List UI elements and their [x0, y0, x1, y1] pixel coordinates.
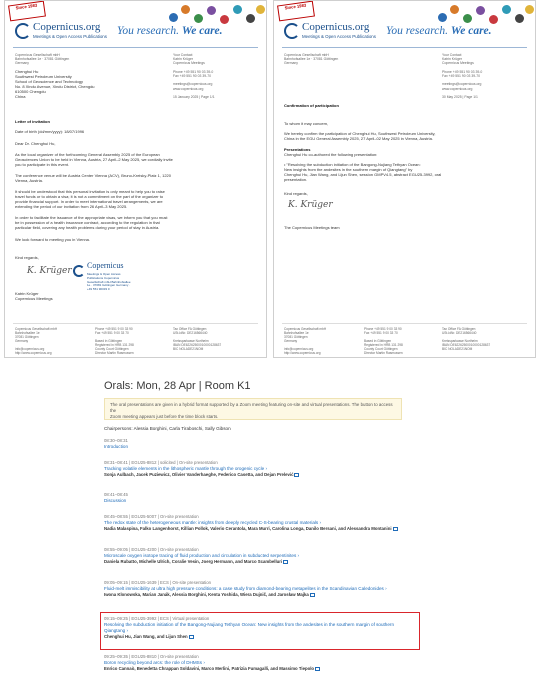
sender-line: Copernicus Gesellschaft mbH Bahnhofsallee 1e · 37081 Göttingen Germany — [284, 53, 339, 66]
email-icon[interactable] — [393, 527, 398, 531]
slot-authors — [104, 472, 404, 478]
slogan-part-a: You research. — [386, 25, 448, 37]
slogan-part-a: You research. — [117, 25, 179, 37]
slot-meta: 09:05–09:15 | EGU25-1639 | ECS | On-site presentation — [104, 580, 212, 585]
footer-address: Copernicus Gesellschaft mbH Bahnhofsallee 1e 37081 Göttingen Germany info@copernicus.org http://www.copernicus.org — [15, 327, 58, 355]
email-icon[interactable] — [315, 667, 320, 671]
paragraph-1: As the local organizer of the forthcoming General Assembly 2025 of the European Geosciences Union to be held in Vienna, Austria, 27 April–2 May 2025, we cordially invite you to participate in this event. — [15, 152, 173, 167]
stamp-lines: Meetings & Open Access Publications Copernicus Gesellschaft mbH Bahnhofsallee 1e · 37081 Göttingen Germany · +49 551 90033 0 — [87, 272, 131, 292]
signature: K. Krüger — [27, 266, 72, 276]
program-slot — [104, 547, 404, 565]
slot-meta: 09:25–09:35 | EGU25-8810 | On-site presentation — [104, 654, 199, 659]
presentations-heading: Presentations — [284, 147, 311, 152]
email-icon[interactable] — [294, 473, 299, 477]
header-divider — [282, 47, 527, 48]
paragraph-2: The conference venue will be Austria Center Vienna (ACV), Bruno-Kreisky-Platz 1, 1220 Vienna, Austria. — [15, 173, 172, 183]
slot-meta: 08:31–08:41 | EGU25-8812 | solicited | On-site presentation — [104, 460, 218, 465]
globe-icon — [438, 13, 447, 22]
paragraph-1: We hereby confirm the participation of Chenghui Hu, Southwest Petroleum University, China in the EGU General Assembly 2025, 27 April–02 May 2025 in Vienna, Austria. — [284, 131, 436, 141]
footer-bank: Tax Office FA Göttingen USt-IdNr. DE216566440 Kreissparkasse Northeim IBAN DE62262500010000128637 BIC NOLADE21NOM — [442, 327, 491, 351]
logo-name: Copernicus.org — [302, 21, 370, 33]
authors-text: Iwona Klonowska, Marian Janák, Alessia Borghini, Kenta Yoshida, Wiera Dujnič, and Jarosław Majka — [104, 592, 309, 597]
greeting: To whom it may concern, — [284, 121, 329, 126]
leaf-icon — [194, 14, 203, 23]
invitation-letter — [4, 0, 267, 358]
authors-text: Daniela Rubatto, Michelle Ulrich, Coralie Vesin, Joerg Hermann, and Marco Scambelluri — [104, 559, 283, 564]
letter-heading: Letter of invitation — [15, 119, 50, 124]
authors-text: Chenghui Hu, Jian Wang, and Lijun Shen — [104, 634, 188, 639]
authors-text: Nadia Malaspina, Falko Langenhorst, Killian Pollok, Valerio Cerantola, Mara Murri, Carolina Longa, Danilo Bersani, and Alessandra Montanini — [104, 526, 392, 531]
email-icon[interactable] — [189, 635, 194, 639]
header-divider — [13, 47, 258, 48]
person-icon — [207, 6, 216, 15]
greeting: Dear Dr. Chenghui Hu, — [15, 141, 56, 146]
header-icons — [436, 3, 534, 25]
slot-title-link[interactable]: Microscale oxygen isotope tracing of fluid production and circulation in subducted serpentinites › — [104, 553, 300, 558]
book-icon — [181, 5, 190, 14]
footer-divider — [282, 323, 527, 324]
closing: Kind regards, — [284, 191, 308, 196]
sender-line: Copernicus Gesellschaft mbH Bahnhofsallee 1e · 37081 Göttingen Germany — [15, 53, 70, 66]
slot-title-link[interactable]: Resolving the subduction initiation of the Bangong-Nujiang Tethyan Ocean: New insights from the andesites in the southern margin of southern — [104, 622, 395, 627]
contact-block: Your Contact Katrin Krüger Copernicus Meetings Phone +49 551 90 03 39-0 Fax +49 551 90 03 39-70 meetings@copernicus.org www.copernicus.org 30 May 2025 | Page 1/1 — [442, 53, 483, 100]
footer-address: Copernicus Gesellschaft mbH Bahnhofsallee 1e 37081 Göttingen Germany info@copernicus.org http://www.copernicus.org — [284, 327, 327, 355]
slot-authors — [104, 526, 404, 532]
session-title: Orals: Mon, 28 Apr | Room K1 — [104, 380, 251, 392]
water-icon — [502, 5, 511, 14]
program-slot — [104, 492, 404, 504]
session-program — [100, 380, 420, 684]
program-slot — [104, 438, 404, 450]
stamp-name: Copernicus — [87, 261, 124, 270]
signer: Katrin Krüger Copernicus Meetings — [15, 291, 53, 301]
presentation-item: • "Resolving the subduction initiation of the Bangong-Nujiang Tethyan Ocean: New insights from the andesites in the southern margin of Qiangtang" by Chenghui Hu, Jian Wang, and Lijun Shen, session GMPV4.5, abstract EGU25-3992, oral presentation. — [284, 162, 442, 182]
confirmation-letter — [273, 0, 536, 358]
footer-registration: Phone +49 551 9 00 33 90 Fax +49 551 9 00 33 70 Based in Göttingen Registered in HRB 131 298 County Court Göttingen Director Martin Rasmussen — [95, 327, 134, 355]
program-slot — [104, 460, 404, 478]
stamp-logo-icon — [73, 265, 85, 277]
team-signoff: The Copernicus Meetings team — [284, 225, 340, 230]
slot-meta: 08:30–08:31 — [104, 438, 128, 443]
logo-subtitle: Meetings & Open Access Publications — [302, 34, 376, 39]
email-icon[interactable] — [283, 560, 288, 564]
program-slot-highlighted — [104, 616, 404, 640]
globe-icon — [169, 13, 178, 22]
email-icon[interactable] — [310, 593, 315, 597]
slogan-part-b: We care. — [181, 25, 223, 37]
since-badge: Since 1983 — [8, 1, 46, 22]
copernicus-logo-icon — [284, 23, 300, 39]
hybrid-notice: The oral presentations are given in a hybrid format supported by a Zoom meeting featuring on-site and virtual presentations. The button to access the Zoom meeting appears just before the time block starts. — [104, 398, 402, 420]
slot-title-link[interactable]: Boron recycling beyond arcs: the role of DHMSs › — [104, 660, 205, 665]
slogan — [386, 25, 492, 37]
sun-icon — [525, 5, 534, 14]
slot-title-link[interactable]: The redox state of the heterogeneous mantle: insights from deeply recycled C-S-bearing crustal materials › — [104, 520, 322, 525]
footer-divider — [13, 323, 258, 324]
slot-meta: 08:45–08:55 | EGU25-5007 | On-site presentation — [104, 514, 199, 519]
chairpersons: Chairpersons: Alessia Borghini, Carla Tiraboschi, Sally Gibson — [104, 426, 231, 431]
authors-text: Sonja Aulbach, Jacek Puziewicz, Olivier Vanderhaeghe, Federico Casetta, and Dejan Prelević — [104, 472, 294, 477]
sun-icon — [256, 5, 265, 14]
water-icon — [233, 5, 242, 14]
slot-title-link[interactable]: Fluid-melt immiscibility at ultra high pressure conditions: a case study from diamond-bearing metapelites in the Scandinavian Caledonides › — [104, 586, 387, 591]
paragraph-4: In order to facilitate the issuance of the appropriate visas, we inform you that you must be in possession of a health insurance contract, according to the regulation in that particular field, covering any health problems during your period of stay in Austria. — [15, 215, 168, 230]
slot-meta: 09:15–09:25 | EGU25-3992 | ECS | Virtual presentation — [104, 616, 210, 621]
contact-block: Your Contact Katrin Krüger Copernicus Meetings Phone +49 551 90 03 39-0 Fax +49 551 90 03 39-70 meetings@copernicus.org www.copernicus.org 15 January 2025 | Page 1/1 — [173, 53, 215, 100]
date-of-birth: Date of birth (dd/mm/yyyy): 18/07/1996 — [15, 129, 85, 134]
header-icons — [167, 3, 265, 25]
slot-title-link[interactable]: Introduction — [104, 444, 129, 449]
flask-icon — [220, 15, 229, 24]
logo-subtitle: Meetings & Open Access Publications — [33, 34, 107, 39]
since-badge: Since 1983 — [277, 1, 315, 22]
program-slot — [104, 580, 404, 598]
letter-heading: Confirmation of participation — [284, 103, 339, 108]
flask-icon — [489, 15, 498, 24]
camera-icon — [515, 14, 524, 23]
footer-bank: Tax Office FA Göttingen USt-IdNr. DE216566440 Kreissparkasse Northeim IBAN DE62262500010000128637 BIC NOLADE21NOM — [173, 327, 222, 351]
closing: Kind regards, — [15, 255, 39, 260]
paragraph-5: We look forward to meeting you in Vienna. — [15, 237, 91, 242]
slot-title-link[interactable]: Tracking volatile elements in the lithospheric mantle through the orogenic cycle › — [104, 466, 267, 471]
slot-title-link[interactable]: Discussion — [104, 498, 127, 503]
book-icon — [450, 5, 459, 14]
logo-name: Copernicus.org — [33, 21, 101, 33]
slot-authors — [104, 592, 404, 598]
slot-authors — [104, 634, 404, 640]
slogan — [117, 25, 223, 37]
copernicus-logo-icon — [15, 23, 31, 39]
leaf-icon — [463, 14, 472, 23]
recipient-address: Chenghui Hu Southwest Petroleum University School of Geoscience and Technology No. 8 Xindu Avenue, Xindu District, Chengdu 610500 Chengdu China — [15, 69, 95, 99]
footer-registration: Phone +49 551 9 00 33 90 Fax +49 551 9 00 33 70 Based in Göttingen Registered in HRB 131 298 County Court Göttingen Director Martin Rasmussen — [364, 327, 403, 355]
slot-authors — [104, 559, 404, 565]
signature: K. Krüger — [288, 200, 333, 210]
slot-title-link-continued[interactable]: Qiangtang › — [104, 628, 129, 633]
presentations-intro: Chenghui Hu co-authored the following presentation: — [284, 152, 378, 157]
program-slot — [104, 514, 404, 532]
company-stamp — [73, 261, 133, 292]
slot-meta: 08:55–09:05 | EGU25-4200 | On-site presentation — [104, 547, 199, 552]
person-icon — [476, 6, 485, 15]
slot-authors — [104, 666, 404, 672]
program-slot — [104, 654, 404, 672]
slot-meta: 08:41–08:45 — [104, 492, 128, 497]
authors-text: Enrico Cannaò, Benedetta Chrappan Soldavini, Marco Merlini, Patrizia Fumagalli, and Massimo Tiepolo — [104, 666, 315, 671]
paragraph-3: It should be understood that this personal invitation is only meant to help you to raise travel funds or to obtain a visa; it is not a commitment on the part of the organizer to provide financial support. In order to meet international travel arrangements, we are extending the period of our invitation from 26 April–3 May 2025. — [15, 189, 165, 209]
slogan-part-b: We care. — [450, 25, 492, 37]
camera-icon — [246, 14, 255, 23]
